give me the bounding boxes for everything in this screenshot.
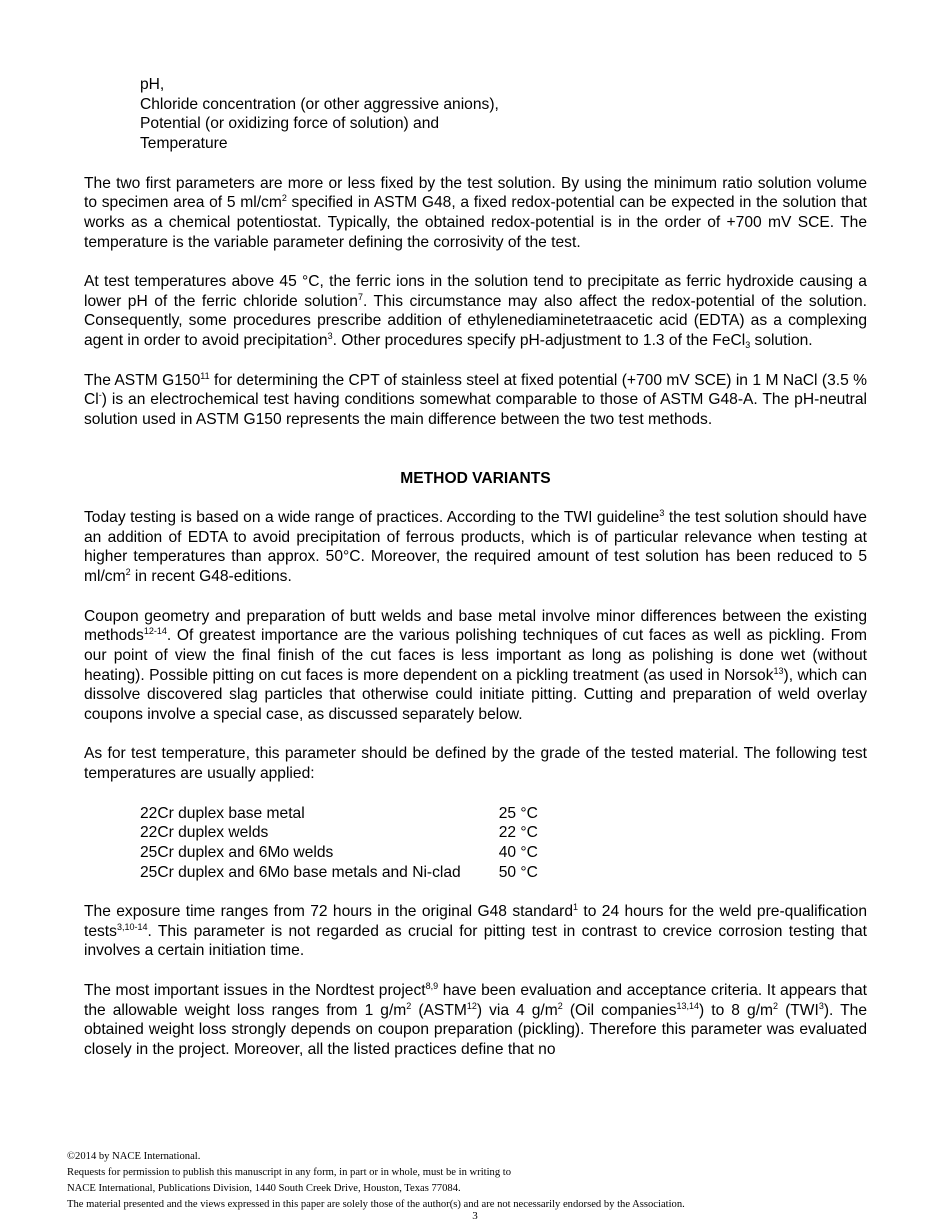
text-run: ). The obtained weight loss strongly depends on coupon preparation (pickling). Therefore this parameter was evaluated closely in the project. Moreover, all the listed practices define that no	[84, 1001, 868, 1058]
document-body	[84, 75, 867, 1079]
text-run: (Oil companies	[562, 1001, 677, 1019]
text-run: . Of greatest importance are the various polishing techniques of cut faces as well as pickling. From our point of view the final finish of the cut faces is less important as long as polishing is done wet (without heating). Possible pitting on cut faces is more dependent on a pickling treatment (as used in Norsok	[84, 627, 867, 684]
text-run: . This parameter is not regarded as crucial for pitting test in contrast to crevice corrosion testing that involves a certain initiation time.	[84, 922, 867, 960]
superscript: -	[98, 390, 102, 401]
text-run: Coupon geometry and preparation of butt welds and base metal involve minor differences between the existing methods	[84, 607, 867, 645]
footer-line: ©2014 by NACE International.	[67, 1151, 201, 1162]
table-row	[140, 843, 538, 863]
section-heading: METHOD VARIANTS	[400, 469, 551, 487]
footer-line: The material presented and the views expressed in this paper are solely those of the author(s) and are not necessarily endorsed by the Association.	[67, 1199, 685, 1210]
text-run: The ASTM G150	[84, 371, 201, 389]
text-run: specified in ASTM G48, a fixed redox-potential can be expected in the solution that works as a chemical potentiostat. Typically, the obtained redox-potential is in the order of +700 mV SCE. The temperature is the variable parameter defining the corrosivity of the test.	[84, 194, 867, 251]
material-cell: 25Cr duplex and 6Mo base metals and Ni-clad	[140, 863, 461, 881]
list-item: Chloride concentration (or other aggressive anions),	[140, 95, 499, 113]
text-run: (TWI	[778, 1001, 819, 1019]
text-run: . Other procedures specify pH-adjustment to 1.3 of the FeCl	[332, 332, 746, 350]
test-temperature-table	[140, 804, 538, 883]
temperature-cell: 25 °C	[498, 804, 538, 822]
text-run: ) to 8 g/m	[699, 1001, 774, 1019]
list-item: Temperature	[140, 135, 228, 153]
page-number: 3	[472, 1210, 478, 1222]
footer-line: NACE International, Publications Division, 1440 South Creek Drive, Houston, Texas 77084.	[67, 1183, 461, 1194]
text-run: As for test temperature, this parameter should be defined by the grade of the tested material. The following test temperatures are usually applied:	[84, 745, 867, 783]
table-row	[140, 823, 538, 843]
text-run: (ASTM	[411, 1001, 467, 1019]
table-row	[140, 863, 538, 883]
list-item: pH,	[140, 76, 165, 93]
copyright-footer	[67, 1149, 887, 1213]
footer-line: Requests for permission to publish this manuscript in any form, in part or in whole, must be in writing to	[67, 1167, 512, 1178]
text-run: The exposure time ranges from 72 hours in the original G48 standard	[84, 903, 574, 920]
text-run: for determining the CPT of stainless steel at fixed potential (+700 mV SCE) in 1 M NaCl (3.5 % Cl	[84, 371, 868, 409]
superscript: 12	[466, 1000, 477, 1011]
text-run: ) is an electrochemical test having conditions somewhat comparable to those of ASTM G48-A. The pH-neutral solution used in ASTM G150 represents the main difference between the two test methods.	[84, 391, 867, 428]
material-cell: 22Cr duplex base metal	[140, 804, 305, 822]
paragraph	[84, 607, 867, 725]
text-run: ) via 4 g/m	[476, 1001, 558, 1019]
superscript: 11	[200, 370, 210, 381]
paragraph-group-a	[84, 174, 867, 430]
material-cell: 25Cr duplex and 6Mo welds	[140, 843, 334, 861]
text-run: The two first parameters are more or less fixed by the test solution. By using the minimum ratio solution volume to specimen area of 5 ml/cm	[84, 174, 867, 212]
temperature-cell: 50 °C	[498, 863, 538, 881]
text-run: At test temperatures above 45 °C, the ferric ions in the solution tend to precipitate as ferric hydroxide causing a lower pH of the ferric chloride solution	[84, 273, 867, 310]
text-run: Today testing is based on a wide range of practices. According to the TWI guideline	[84, 509, 660, 526]
superscript: 3	[818, 1000, 824, 1011]
superscript: 2	[773, 1000, 779, 1011]
subscript: 3	[745, 340, 751, 351]
superscript: 3	[659, 508, 665, 518]
superscript: 13,14	[676, 1000, 700, 1011]
paragraph	[84, 981, 867, 1060]
superscript: 3,10-14	[116, 921, 148, 932]
text-run: in recent G48-editions.	[130, 568, 292, 586]
superscript: 12-14	[143, 626, 167, 637]
text-run: . This circumstance may also affect the redox-potential of the solution. Consequently, some procedures prescribe addition of ethylenediaminetetraacetic acid (EDTA) as a complexing agent in order to avoid precipitation	[84, 292, 867, 350]
paragraph-group-b	[84, 508, 867, 784]
superscript: 13	[773, 665, 784, 676]
material-cell: 22Cr duplex welds	[140, 824, 269, 842]
superscript: 2	[125, 567, 131, 578]
text-run: have been evaluation and acceptance criteria. It appears that the allowable weight loss ranges from 1 g/m	[84, 981, 867, 1019]
paragraph	[84, 508, 867, 587]
superscript: 1	[573, 902, 579, 912]
paragraph	[84, 174, 867, 253]
text-run: to 24 hours for the weld pre-qualification tests	[84, 903, 868, 940]
superscript: 8,9	[425, 980, 439, 991]
superscript: 2	[406, 1000, 412, 1011]
text-run: ), which can dissolve discovered slag particles that otherwise could initiate pitting. Cutting and preparation of weld overlay coupons involve a special case, as discussed separately below.	[84, 666, 867, 724]
paragraph	[84, 902, 867, 961]
temperature-cell: 40 °C	[498, 843, 538, 861]
paragraph	[84, 272, 867, 351]
superscript: 2	[557, 1000, 563, 1011]
text-run: the test solution should have an addition of EDTA to avoid precipitation of ferrous products, which is of particular relevance when testing at higher temperatures than approx. 50°C. Moreover, the required amount of test solution has been reduced to 5 ml/cm	[84, 509, 867, 586]
paragraph	[84, 371, 867, 430]
text-run: solution.	[750, 332, 813, 350]
paragraph	[84, 744, 867, 783]
superscript: 3	[327, 331, 333, 342]
superscript: 7	[357, 291, 363, 302]
temperature-cell: 22 °C	[498, 824, 538, 842]
parameter-list	[140, 75, 867, 154]
list-item: Potential (or oxidizing force of solution) and	[140, 115, 440, 133]
superscript: 2	[281, 193, 287, 204]
text-run: The most important issues in the Nordtest project	[84, 981, 426, 999]
paragraph-group-c	[84, 902, 867, 1060]
table-row	[140, 804, 538, 824]
